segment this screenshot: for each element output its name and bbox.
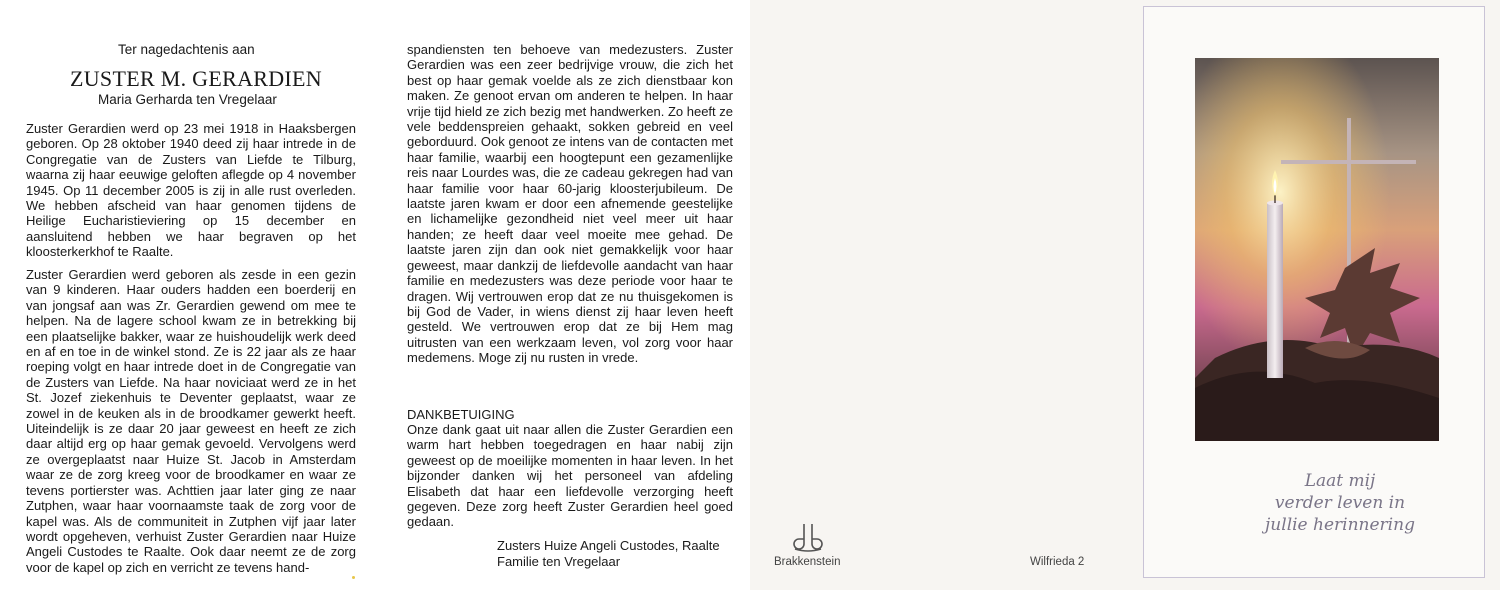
brakkenstein-logo-icon <box>790 522 826 552</box>
full-name: Maria Gerharda ten Vregelaar <box>98 92 277 107</box>
signature-line-1: Zusters Huize Angeli Custodes, Raalte <box>497 538 720 553</box>
acknowledgement-text: Onze dank gaat uit naar allen die Zuster Gerardien een warm hart hebben toegedragen en haar nabij zijn geweest op de moeilijke momenten in haar leven. In het bijzonder danken wij het personeel van afdeling Elisabeth dat haar een liefdevolle verzorging heeft gegeven. Deze zorg heeft Zuster Gerardien heel goed gedaan. <box>407 422 733 530</box>
memorial-verse <box>1245 470 1435 536</box>
page-title: ZUSTER M. GERARDIEN <box>70 66 322 91</box>
signature-line-2: Familie ten Vregelaar <box>497 554 621 569</box>
decorative-dot <box>352 576 355 579</box>
biography-paragraph-3: spandiensten ten behoeve van medezusters. Zuster Gerardien was een zeer bedrijvige vrouw, die zich het best op haar gemak voelde als ze zich dienstbaar kon maken. Ze genoot ervan om anderen te helpen. In haar vrije tijd hield ze zich bezig met handwerken. Zo heeft ze vele beddenspreien gehaakt, sokken gebreid en veel geborduurd. Ook genoot ze intens van de contacten met haar familie, waarbij een hoogtepunt een gezamenlijke reis naar Lourdes was, die ze cadeau gekregen had van haar familie voor haar 60-jarig kloosterjubileum. De laatste jaren kwam er door een afnemende geestelijke en lichamelijke gezondheid niet veel meer uit haar handen; ze heeft daar veel moeite mee gehad. De laatste jaren zijn dan ook niet gemakkelijk voor haar geweest, maar dankzij de liefdevolle aandacht van haar familie en medezusters was deze periode voor haar te dragen. Wij vertrouwen erop dat ze nu thuisgekomen is bij God de Vader, in wiens dienst zij haar leven heeft gesteld. We vertrouwen erop dat ze bij Hem mag uitrusten van een werkzaam leven, vol zorg voor haar medemens. Moge zij nu rusten in vrede. <box>407 42 733 366</box>
biography-paragraph-1: Zuster Gerardien werd op 23 mei 1918 in Haaksbergen geboren. Op 28 oktober 1940 deed zij haar intrede in de Congregatie van de Zusters van Liefde te Tilburg, waarna zij haar eeuwige geloften aflegde op 4 november 1945. Op 11 december 2005 is zij in alle rust overleden. We hebben afscheid van haar genomen tijdens de Heilige Eucharistieviering op 15 december en aansluitend hebben we haar begraven op het kloosterkerkhof te Raalte. <box>26 121 356 260</box>
verse-line-1: Laat mij <box>1304 471 1376 491</box>
memorial-intro: Ter nagedachtenis aan <box>118 42 255 57</box>
card-reference: Wilfrieda 2 <box>1030 556 1085 568</box>
acknowledgement-heading: DANKBETUIGING <box>407 407 515 422</box>
verse-line-2: verder leven in <box>1274 493 1406 513</box>
biography-paragraph-2: Zuster Gerardien werd geboren als zesde in een gezin van 9 kinderen. Haar ouders hadden een boerderij en van jongsaf aan was Zr. Gerardien gewend om mee te helpen. Na de lagere school kwam ze in betrekking bij een plaatselijke bakker, waar ze huishoudelijk werk deed en af en toe in de winkel stond. Ze is 22 jaar als ze haar roeping volgt en haar intrede doet in de Congregatie van de Zusters van Liefde. Na haar noviciaat werd ze in het St. Jozef ziekenhuis te Deventer geplaatst, waar ze zowel in de keuken als in de broodkamer gewerkt heeft. Uiteindelijk is ze daar 20 jaar geweest en heeft ze zich daar altijd erg op haar gemak gevoeld. Vervolgens werd ze overgeplaatst naar Huize St. Jacob in Amsterdam waar ze de zorg kreeg voor de broodkamer en waar ze tevens portierster was. Achttien jaar later ging ze naar Zutphen, waar haar voornaamste taak de zorg voor de kapel was. Als de communiteit in Zutphen vijf jaar later wordt opgeheven, verhuist Zuster Gerardien naar Huize Angeli Custodes te Raalte. Ook daar neemt ze de zorg voor de kapel op zich en verricht ze tevens hand- <box>26 267 356 575</box>
candle-cross-photo <box>1195 58 1439 441</box>
verse-line-3: jullie herinnering <box>1265 515 1415 535</box>
publisher-name: Brakkenstein <box>774 556 841 568</box>
